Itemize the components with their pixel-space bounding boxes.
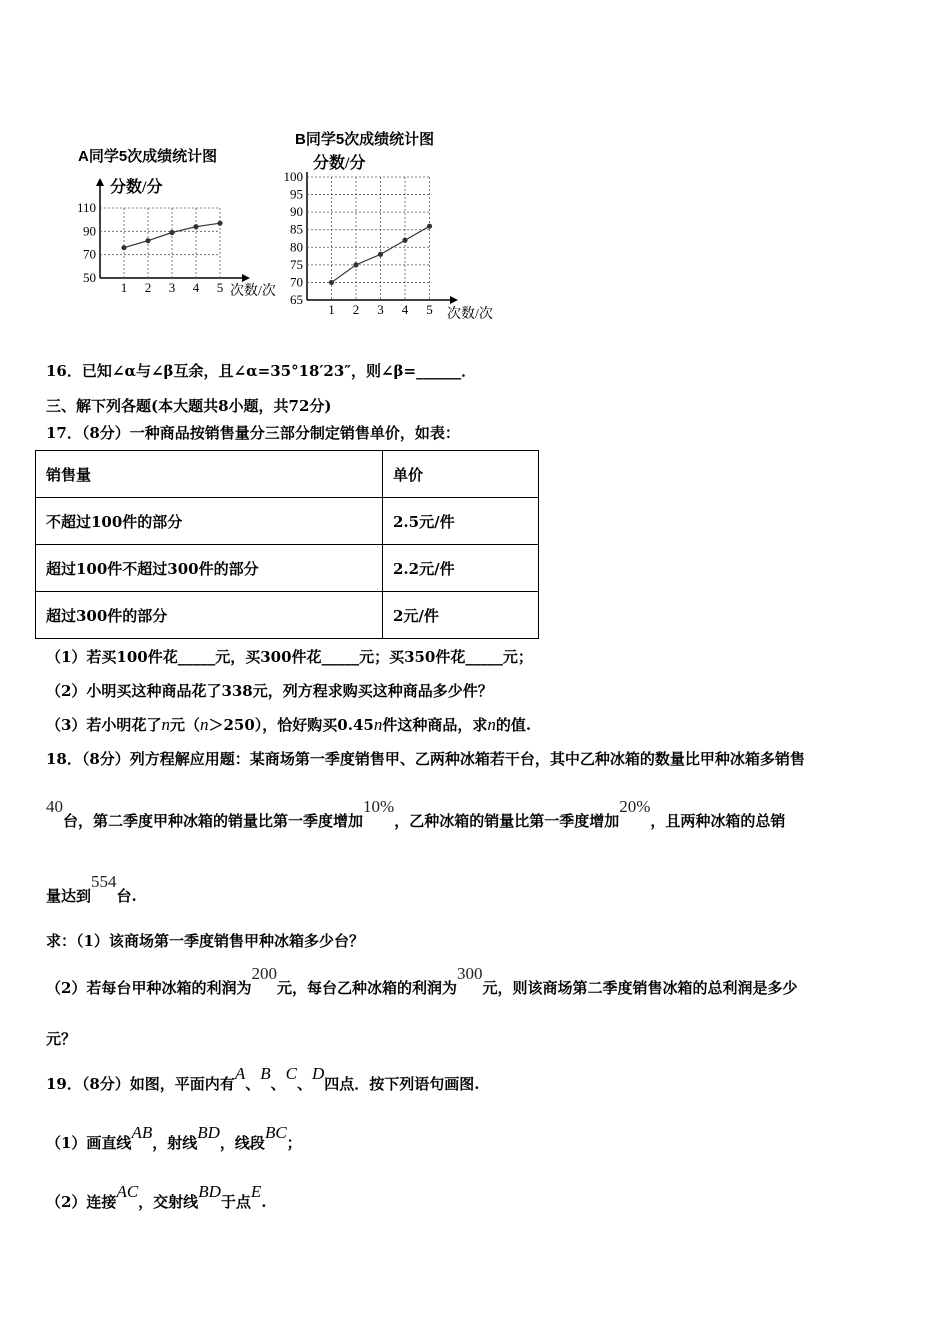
line-AB: AB	[131, 1123, 153, 1142]
y-tick-label: 110	[76, 200, 96, 215]
table-row	[36, 545, 539, 592]
x-tick-label: 2	[352, 302, 360, 317]
answer-blank: _____	[465, 648, 503, 666]
table-cell: 超过300件的部分	[36, 592, 383, 639]
question-18-line-2: 40台，第二季度甲种冰箱的销量比第一季度增加10%，乙种冰箱的销量比第一季度增加20%，且两种冰箱的总销	[46, 797, 786, 830]
question-17-part-2: （2）小明买这种商品花了338元，列方程求购买这种商品多少件？	[46, 682, 493, 700]
table-header-cell: 销售量	[36, 451, 383, 498]
point-B: B	[260, 1064, 271, 1083]
table-cell: 2元/件	[383, 592, 539, 639]
y-tick-label: 75	[290, 256, 303, 272]
table-cell: 不超过100件的部分	[36, 498, 383, 545]
chart-b-ylabel: 分数/分	[313, 155, 366, 172]
question-19-part-1: （1）画直线AB，射线BD，线段BC；	[46, 1123, 302, 1152]
x-tick-label: 1	[120, 280, 128, 295]
y-tick-label: 70	[290, 274, 303, 290]
question-18-line-1: 18．（8分）列方程解应用题：某商场第一季度销售甲、乙两种冰箱若干台，其中乙种冰箱的数量比甲种冰箱多销售	[46, 750, 805, 768]
x-tick-label: 4	[192, 280, 200, 295]
table-row	[36, 592, 539, 639]
answer-blank: _____	[177, 648, 216, 666]
x-tick-label: 2	[144, 280, 152, 295]
chart-b-xlabel: 次数/次	[447, 307, 493, 322]
data-point	[402, 238, 407, 243]
point-C: C	[285, 1064, 297, 1083]
x-tick-label: 5	[216, 280, 224, 295]
y-tick-label: 95	[290, 186, 303, 202]
question-18-part-2-end: 元？	[46, 1030, 77, 1048]
data-point	[217, 221, 222, 226]
point-D: D	[311, 1064, 325, 1083]
table-header-cell: 单价	[383, 451, 539, 498]
price-table	[35, 450, 539, 639]
section-heading: 三、解下列各题(本大题共8小题，共72分)	[46, 397, 332, 415]
y-tick-label: 50	[83, 270, 96, 285]
x-tick-label: 5	[426, 302, 433, 317]
value-20-percent: 20%	[619, 797, 651, 816]
x-tick-label: 3	[168, 280, 176, 295]
value-300: 300	[456, 964, 483, 983]
table-cell: 2.5元/件	[383, 498, 539, 545]
value-40: 40	[46, 797, 63, 816]
y-tick-label: 65	[290, 292, 303, 307]
chart-a-series-line	[124, 223, 220, 247]
point-A: A	[234, 1064, 246, 1083]
y-tick-label: 80	[290, 239, 303, 255]
value-200: 200	[251, 964, 277, 983]
chart-a-title: A同学5次成绩统计图	[78, 148, 218, 165]
y-tick-label: 90	[290, 204, 303, 220]
value-554: 554	[91, 872, 117, 891]
question-17-stem: 17．（8分）一种商品按销售量分三部分制定销售单价，如表：	[46, 424, 460, 442]
chart-a	[70, 170, 276, 300]
ray-BD: BD	[197, 1123, 220, 1142]
question-18-part-1: 求：（1）该商场第一季度销售甲种冰箱多少台？	[46, 932, 364, 950]
chart-a-ylabel: 分数/分	[110, 179, 163, 196]
question-17-part-1: （1）若买100件花_____元，买300件花_____元；买350件花_____元；	[46, 648, 533, 666]
chart-b-title: B同学5次成绩统计图	[295, 131, 435, 148]
x-tick-label: 1	[328, 302, 335, 317]
y-tick-label: 90	[83, 223, 96, 239]
chart-b	[275, 150, 505, 325]
data-point	[329, 280, 334, 285]
question-19-stem: 19．（8分）如图，平面内有A、B、C、D四点．按下列语句画图.	[46, 1064, 480, 1093]
data-point	[121, 245, 126, 250]
data-point	[353, 262, 358, 267]
x-tick-label: 4	[401, 302, 409, 317]
ray-BD: BD	[198, 1182, 221, 1201]
chart-a-x-arrow	[242, 274, 250, 282]
table-row	[36, 498, 539, 545]
segment-AC: AC	[116, 1182, 139, 1201]
table-cell: 超过100件不超过300件的部分	[36, 545, 383, 592]
table-header-row	[36, 451, 539, 498]
y-tick-label: 85	[290, 221, 303, 237]
segment-BC: BC	[264, 1123, 287, 1142]
data-point	[378, 252, 383, 257]
value-10-percent: 10%	[363, 797, 395, 816]
table-cell: 2.2元/件	[383, 545, 539, 592]
data-point	[145, 238, 150, 243]
question-19-part-2: （2）连接AC，交射线BD于点E.	[46, 1182, 267, 1211]
answer-blank: _____	[321, 648, 360, 666]
question-18-part-2: （2）若每台甲种冰箱的利润为200元，每台乙种冰箱的利润为300元，则该商场第二季度销售冰箱的总利润是多少	[46, 964, 798, 997]
data-point	[169, 230, 174, 235]
question-18-line-3: 量达到554台.	[46, 872, 137, 905]
y-tick-label: 70	[83, 246, 96, 262]
chart-a-y-arrow	[96, 178, 104, 186]
x-tick-label: 3	[377, 302, 384, 317]
chart-b-x-arrow	[450, 296, 458, 304]
chart-a-xlabel: 次数/次	[230, 284, 276, 299]
y-tick-label: 100	[283, 169, 303, 184]
point-E: E	[250, 1182, 262, 1201]
data-point	[193, 224, 198, 229]
question-17-part-3: （3）若小明花了n元（n＞250），恰好购买0.45n件这种商品，求n的值.	[46, 715, 532, 734]
answer-blank: ______	[416, 362, 462, 380]
question-16: 16．已知∠α与∠β互余，且∠α=35°18′23″，则∠β=______．	[46, 362, 477, 380]
data-point	[427, 224, 432, 229]
